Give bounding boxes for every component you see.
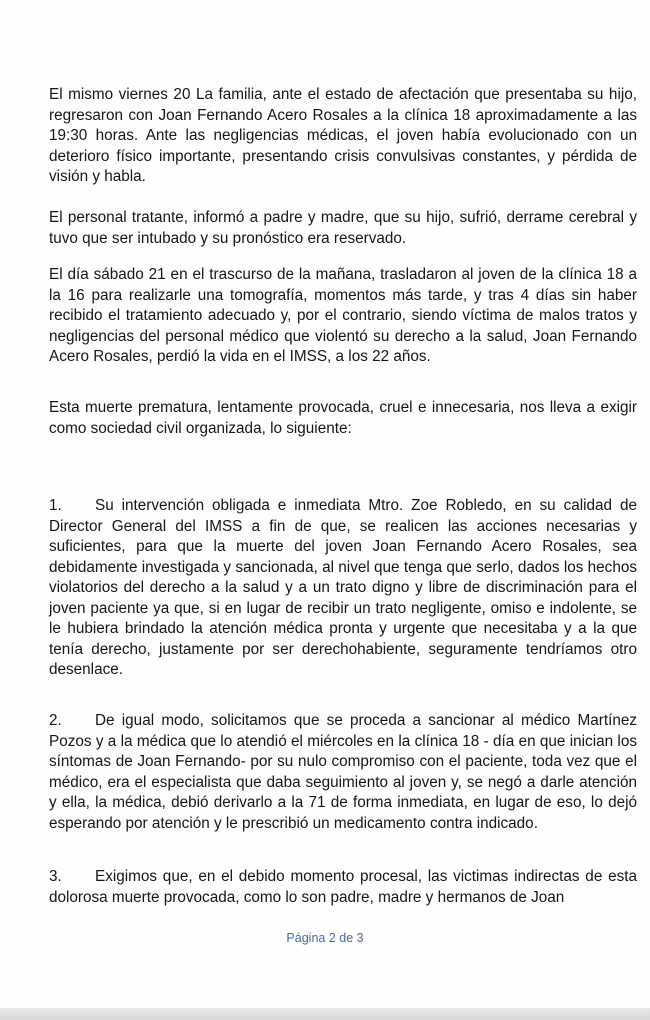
page-bottom-edge xyxy=(0,1008,650,1020)
paragraph-2: El personal tratante, informó a padre y madre, que su hijo, sufrió, derrame cerebral y tuvo que ser intubado y su pronóstico era reservado. xyxy=(49,209,637,247)
list-item-text: Su intervención obligada e inmediata Mtro. Zoe Robledo, en su calidad de Director General del IMSS a fin de que, se realicen las acciones necesarias y suficientes, para que la muerte del joven Joan Fernando Acero Rosales, sea debidamente investigada y sancionada, al nivel que tenga que serlo, dados los hechos violatorios del derecho a la salud y a un trato digno y libre de discriminación para el joven paciente ya que, si en lugar de recibir un trato negligente, omiso e indolente, se le hubiera brindado la atención médica pronta y urgente que necesitaba y a la que tenía derecho, justamente por ser derechohabiente, seguramente tendríamos otro desenlace. xyxy=(49,497,637,678)
paragraph-1: El mismo viernes 20 La familia, ante el estado de afectación que presentaba su hijo, regresaron con Joan Fernando Acero Rosales a la clínica 18 aproximadamente a las 19:30 horas. Ante las negligencias médicas, el joven había evolucionado con un deterioro físico importante, presentando crisis convulsivas constantes, y pérdida de visión y habla. xyxy=(49,86,637,185)
paragraph-4: Esta muerte prematura, lentamente provocada, cruel e innecesaria, nos lleva a exigir como sociedad civil organizada, lo siguiente: xyxy=(49,399,637,437)
list-item-3 xyxy=(49,867,637,908)
paragraph-3: El día sábado 21 en el trascurso de la mañana, trasladaron al joven de la clínica 18 a la 16 para realizarle una tomografía, momentos más tarde, y tras 4 días sin haber recibido el tratamiento adecuado y, por el contrario, siendo víctima de malos tratos y negligencias del personal médico que violentó su derecho a la salud, Joan Fernando Acero Rosales, perdió la vida en el IMSS, a los 22 años. xyxy=(49,266,637,365)
list-item-2 xyxy=(49,711,637,834)
list-item-number: 1. xyxy=(49,497,62,514)
list-item-number: 2. xyxy=(49,712,62,729)
list-item-text: Exigimos que, en el debido momento procesal, las victimas indirectas de esta dolorosa muerte provocada, como lo son padre, madre y hermanos de Joan xyxy=(49,868,637,906)
page-number-footer: Página 2 de 3 xyxy=(286,931,364,945)
list-item-text: De igual modo, solicitamos que se proceda a sancionar al médico Martínez Pozos y a la médica que lo atendió el miércoles en la clínica 18 - día en que inician los síntomas de Joan Fernando- por su nulo compromiso con el paciente, toda vez que el médico, era el especialista que daba seguimiento al joven y, se negó a darle atención y ella, la médica, debió derivarlo a la 71 de forma inmediata, en lugar de eso, lo dejó esperando por atención y le prescribió un medicamento contra indicado. xyxy=(49,712,637,832)
list-item-number: 3. xyxy=(49,868,62,885)
list-item-1 xyxy=(49,496,637,681)
